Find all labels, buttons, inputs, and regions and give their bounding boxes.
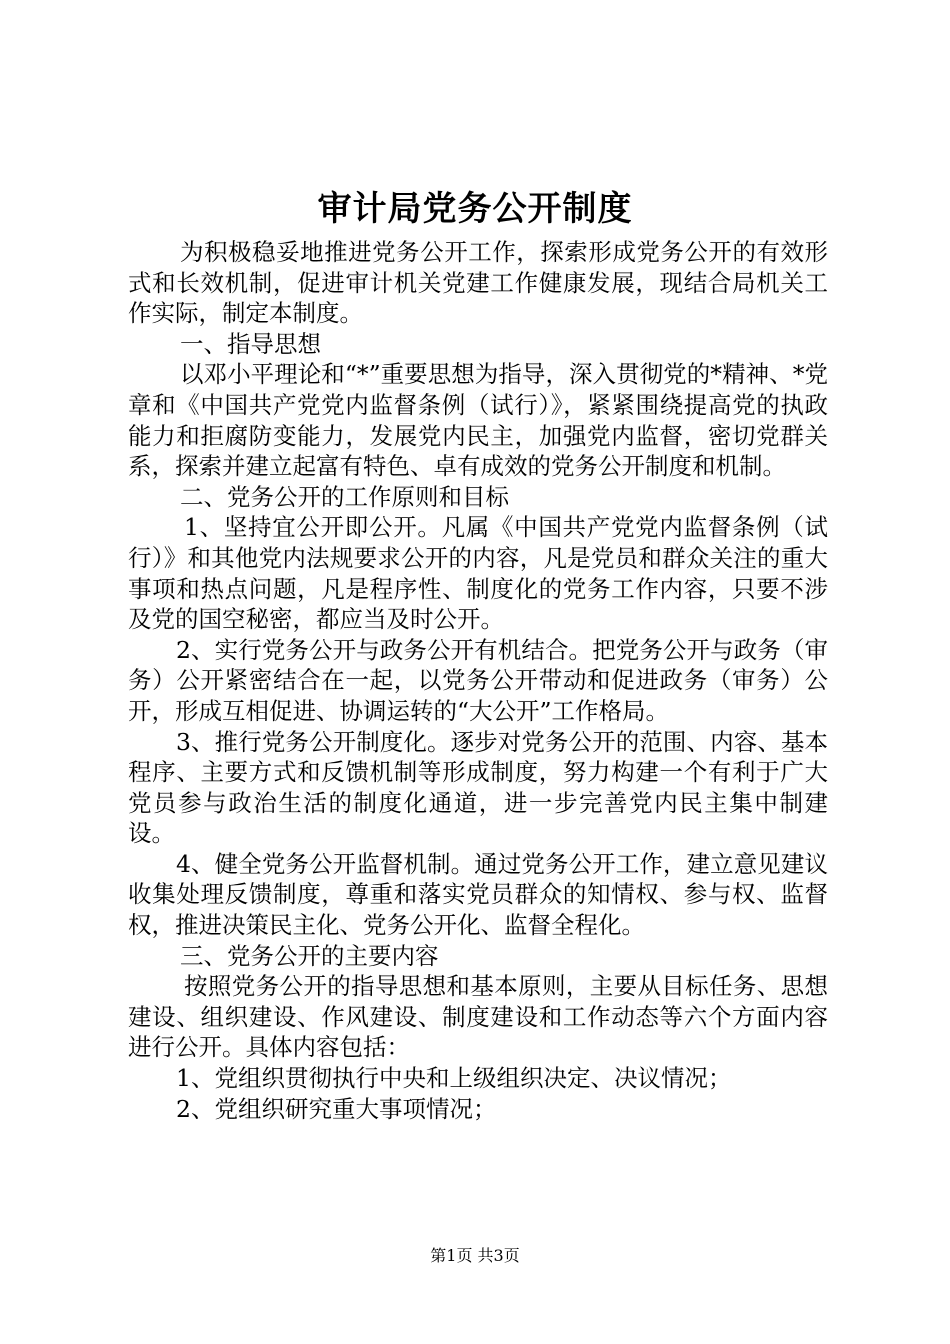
page-footer: 第1页 共3页 xyxy=(430,1246,520,1265)
paragraph-intro: 为积极稳妥地推进党务公开工作，探索形成党务公开的有效形式和长效机制，促进审计机关党建工作健康发展，现结合局机关工作实际，制定本制度。 xyxy=(128,238,828,328)
paragraph-guiding-thought: 以邓小平理论和“*”重要思想为指导，深入贯彻党的*精神、*党章和《中国共产党党内监督条例（试行）》，紧紧围绕提高党的执政能力和拒腐防变能力，发展党内民主，加强党内监督，密切党群关系，探索并建立起富有特色、卓有成效的党务公开制度和机制。 xyxy=(128,360,828,481)
document-body xyxy=(128,237,828,1124)
paragraph-principle-2: 2、实行党务公开与政务公开有机结合。把党务公开与政务（审务）公开紧密结合在一起，以党务公开带动和促进政务（审务）公开，形成互相促进、协调运转的“大公开”工作格局。 xyxy=(128,635,828,725)
section-heading-2: 二、党务公开的工作原则和目标 xyxy=(180,482,509,511)
section-heading-3: 三、党务公开的主要内容 xyxy=(180,941,439,970)
list-item-1: 1、党组织贯彻执行中央和上级组织决定、决议情况； xyxy=(176,1064,732,1093)
document-title: 审计局党务公开制度 xyxy=(317,189,633,229)
list-item-2: 2、党组织研究重大事项情况； xyxy=(176,1094,497,1123)
paragraph-main-content: 按照党务公开的指导思想和基本原则，主要从目标任务、思想建设、组织建设、作风建设、制度建设和工作动态等六个方面内容进行公开。具体内容包括： xyxy=(128,972,828,1062)
paragraph-principle-1: 1、坚持宜公开即公开。凡属《中国共产党党内监督条例（试行）》和其他党内法规要求公开的内容，凡是党员和群众关注的重大事项和热点问题，凡是程序性、制度化的党务工作内容，只要不涉及党的国空秘密，都应当及时公开。 xyxy=(128,513,828,634)
paragraph-principle-4: 4、健全党务公开监督机制。通过党务公开工作，建立意见建议收集处理反馈制度，尊重和落实党员群众的知情权、参与权、监督权，推进决策民主化、党务公开化、监督全程化。 xyxy=(128,849,828,940)
section-heading-1: 一、指导思想 xyxy=(180,329,321,358)
paragraph-principle-3: 3、推行党务公开制度化。逐步对党务公开的范围、内容、基本程序、主要方式和反馈机制等形成制度，努力构建一个有利于广大党员参与政治生活的制度化通道，进一步完善党内民主集中制建设。 xyxy=(128,727,828,848)
